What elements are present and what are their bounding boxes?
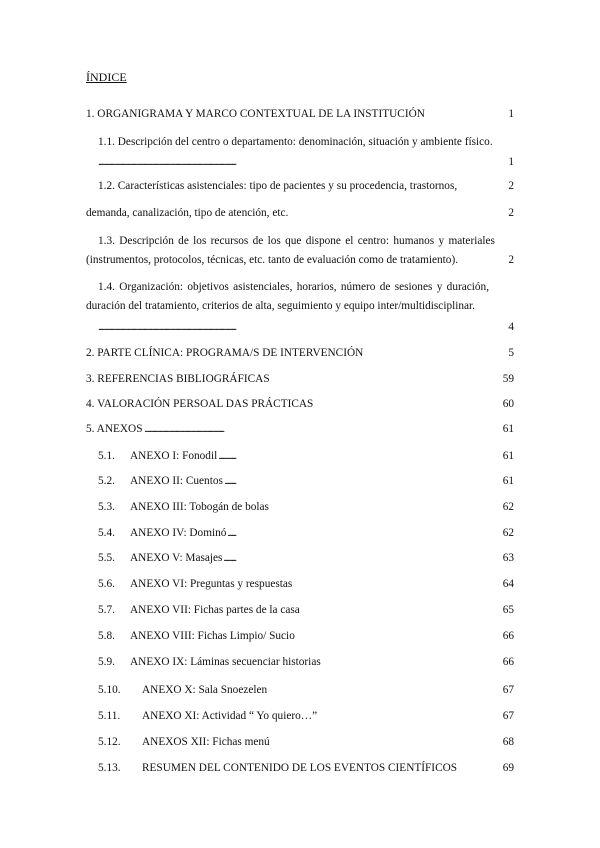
toc-page: 1 — [508, 108, 514, 120]
toc-entry-1-4-line1[interactable]: 1.4. Organización: objetivos asistenciales, horarios, número de sesiones y duración, — [98, 281, 490, 293]
annex-label: ANEXO VIII: Fichas Limpio/ Sucio — [130, 630, 295, 642]
toc-entry-1-2-line2[interactable] — [86, 206, 514, 220]
toc-page: 62 — [502, 501, 514, 513]
annex-label: ANEXO IV: Dominó — [130, 527, 227, 539]
toc-page: 65 — [502, 604, 514, 616]
annex-label: RESUMEN DEL CONTENIDO DE LOS EVENTOS CIENTÍFICOS — [142, 762, 458, 774]
annex-label: ANEXO I: Fonodil — [130, 450, 218, 462]
toc-entry-1-3-line2[interactable] — [86, 253, 514, 267]
annex-number: 5.12. — [98, 736, 121, 748]
toc-page: . . . 1 — [508, 156, 514, 168]
toc-page: 60 — [502, 398, 514, 410]
toc-label: . . . 1. ORGANIGRAMA Y MARCO CONTEXTUAL DE LA INSTITUCIÓN — [86, 108, 425, 120]
toc-page: . . . 4 — [508, 321, 514, 333]
toc-page: 67 — [502, 710, 514, 722]
toc-annex-4[interactable] — [98, 526, 514, 540]
annex-label: ANEXO XI: Actividad “ Yo quiero…” — [142, 710, 318, 722]
annex-number: 5.4. — [98, 527, 115, 539]
toc-entry-1[interactable] — [86, 107, 514, 121]
toc-page: 61 — [502, 423, 514, 435]
annex-number: 5.10. — [98, 684, 121, 696]
toc-label: . . . 2. PARTE CLÍNICA: PROGRAMA/S DE INTERVENCIÓN — [86, 347, 364, 359]
page-title: ÍNDICE — [86, 70, 127, 84]
annex-number: 5.6. — [98, 578, 115, 590]
toc-label: . . . 5. ANEXOS — [86, 423, 143, 435]
toc-entry-1-2-line1[interactable] — [98, 179, 514, 193]
toc-annex-13[interactable] — [98, 761, 514, 775]
annex-label: ANEXO III: Tobogán de bolas — [130, 501, 269, 513]
toc-entry-1-1-line2[interactable] — [98, 155, 514, 169]
toc-entry-1-1-line1[interactable]: 1.1. Descripción del centro o departamento: denominación, situación y ambiente físico. — [98, 136, 493, 148]
toc-annex-8[interactable] — [98, 629, 514, 643]
annex-label: ANEXO X: Sala Snoezelen — [142, 684, 268, 696]
annex-label: ANEXO VI: Preguntas y respuestas — [130, 578, 293, 590]
annex-number: 5.2. — [98, 475, 115, 487]
toc-label: . . . 3. REFERENCIAS BIBLIOGRÁFICAS — [86, 373, 270, 385]
toc-annex-12[interactable] — [98, 735, 514, 749]
toc-page: 66 — [502, 656, 514, 668]
toc-page: 2 — [508, 207, 514, 219]
annex-number: 5.8. — [98, 630, 115, 642]
toc-page: 66 — [502, 630, 514, 642]
toc-page: 59 — [502, 373, 514, 385]
toc-annex-6[interactable] — [98, 577, 514, 591]
toc-annex-2[interactable] — [98, 474, 514, 488]
toc-page: 64 — [502, 578, 514, 590]
toc-page: 67 — [502, 684, 514, 696]
toc-entry-2[interactable] — [86, 346, 514, 360]
toc-annex-7[interactable] — [98, 603, 514, 617]
annex-label: ANEXO VII: Fichas partes de la casa — [130, 604, 300, 616]
toc-label: . . . (instrumentos, protocolos, técnicas, etc. tanto de evaluación como de tratamiento). — [86, 254, 459, 266]
annex-number: 5.9. — [98, 656, 115, 668]
annex-number: 5.13. — [98, 762, 121, 774]
toc-page: 69 — [502, 762, 514, 774]
toc-page: 5 — [508, 347, 514, 359]
toc-label: . . . 4. VALORACIÓN PERSOAL DAS PRÁCTICAS — [86, 398, 314, 410]
annex-number: 5.7. — [98, 604, 115, 616]
annex-number: 5.1. — [98, 450, 115, 462]
annex-number: 5.3. — [98, 501, 115, 513]
annex-label: ANEXO II: Cuentos — [130, 475, 223, 487]
toc-entry-4[interactable] — [86, 397, 514, 411]
toc-page: 2 — [508, 180, 514, 192]
toc-entry-1-4-line3[interactable] — [98, 320, 514, 334]
annex-label: ANEXOS XII: Fichas menú — [142, 736, 270, 748]
annex-number: 5.11. — [98, 710, 121, 722]
toc-entry-1-3-line1[interactable]: 1.3. Descripción de los recursos de los que dispone el centro: humanos y materiales — [98, 235, 495, 247]
annex-label: ANEXO IX: Láminas secuenciar historias — [130, 656, 321, 668]
toc-annex-9[interactable] — [98, 655, 514, 669]
toc-annex-5[interactable] — [98, 551, 514, 565]
toc-page: 63 — [502, 552, 514, 564]
toc-page: 62 — [502, 527, 514, 539]
toc-entry-3[interactable] — [86, 372, 514, 386]
toc-label: . . . demanda, canalización, tipo de atención, etc. — [86, 207, 289, 219]
toc-page: 2 — [508, 254, 514, 266]
toc-annex-1[interactable] — [98, 449, 514, 463]
annex-number: 5.5. — [98, 552, 115, 564]
toc-page: 61 — [502, 450, 514, 462]
toc-entry-5[interactable] — [86, 422, 514, 436]
annex-label: ANEXO V: Masajes — [130, 552, 223, 564]
toc-annex-11[interactable] — [98, 709, 514, 723]
toc-label: . . . 1.2. Características asistenciales: tipo de pacientes y su procedencia, trastornos, — [98, 180, 458, 192]
toc-page: 61 — [502, 475, 514, 487]
toc-annex-10[interactable] — [98, 683, 514, 697]
toc-annex-3[interactable] — [98, 500, 514, 514]
toc-page: 68 — [502, 736, 514, 748]
toc-entry-1-4-line2[interactable]: duración del tratamiento, criterios de alta, seguimiento y equipo inter/multidisciplinar. — [86, 300, 476, 312]
